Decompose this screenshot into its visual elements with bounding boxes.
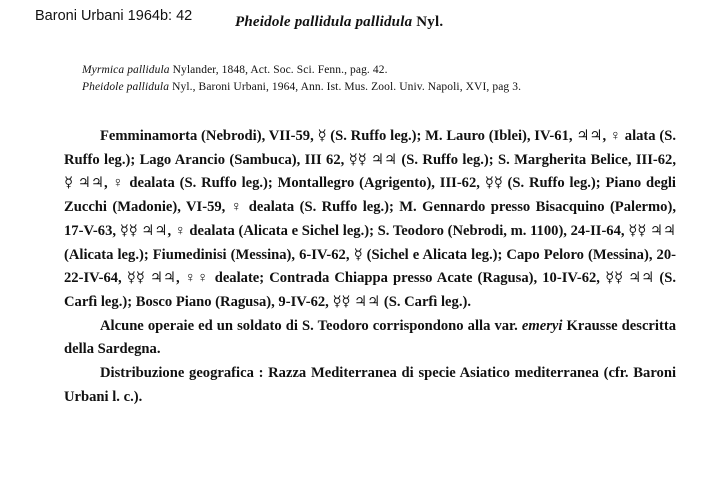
synonym-taxon: Pheidole pallidula [82, 81, 170, 93]
species-title [235, 14, 443, 31]
body-text [64, 125, 676, 409]
synonym-line [82, 79, 702, 96]
note-text-after: Krausse descritta della Sardegna. [64, 317, 676, 358]
records-paragraph: Femminamorta (Nebrodi), VII-59, ☿ (S. Ruffo leg.); M. Lauro (Iblei), IV-61, ♃♃, ♀ alata (S. Ruffo leg.); Lago Arancio (Sambuca), III 62, ☿☿ ♃♃ (S. Ruffo leg.); S. Margherita Belice, III-62, ☿ ♃♃, ♀ dealata (S. Ruffo leg.); Montallegro (Agrigento), III-62, ☿☿ (S. Ruffo leg.); Piano degli Zucchi (Madonie), VI-59, ♀ dealata (S. Ruffo leg.); M. Gennardo presso Bisacquino (Palermo), 17-V-63, ☿☿ ♃♃, ♀ dealata (Alicata e Sichel leg.); S. Teodoro (Nebrodi, m. 1100), 24-II-64, ☿☿ ♃♃ (Alicata leg.); Fiumedinisi (Messina), 6-IV-62, ☿ (Sichel e Alicata leg.); Capo Peloro (Messina), 20-22-IV-64, ☿☿ ♃♃, ♀♀ dealate; Contrada Chiappa presso Acate (Ragusa), 10-IV-62, ☿☿ ♃♃ (S. Carfì leg.); Bosco Piano (Ragusa), 9-IV-62, ☿☿ ♃♃ (S. Carfì leg.). [64, 128, 676, 310]
synonym-line [82, 62, 702, 79]
note-text-before: Alcune operaie ed un soldato di S. Teodoro corrispondono alla var. [100, 317, 518, 334]
distribution-paragraph: Distribuzione geografica : Razza Mediterranea di specie Asiatico mediterranea (cfr. Baroni Urbani l. c.). [64, 365, 676, 405]
synonym-taxon: Myrmica pallidula [82, 64, 170, 76]
note-paragraph [64, 315, 676, 362]
source-label: Baroni Urbani 1964b: 42 [35, 8, 193, 24]
species-title-author: Nyl. [416, 14, 444, 30]
synonym-citation: Nyl., Baroni Urbani, 1964, Ann. Ist. Mus. Zool. Univ. Napoli, XVI, pag 3. [172, 81, 522, 93]
species-title-name: Pheidole pallidula pallidula [235, 14, 413, 30]
note-variety-name: emeryi [521, 317, 563, 334]
synonymy-block [82, 62, 702, 96]
synonym-citation: Nylander, 1848, Act. Soc. Sci. Fenn., pag. 42. [172, 64, 388, 76]
